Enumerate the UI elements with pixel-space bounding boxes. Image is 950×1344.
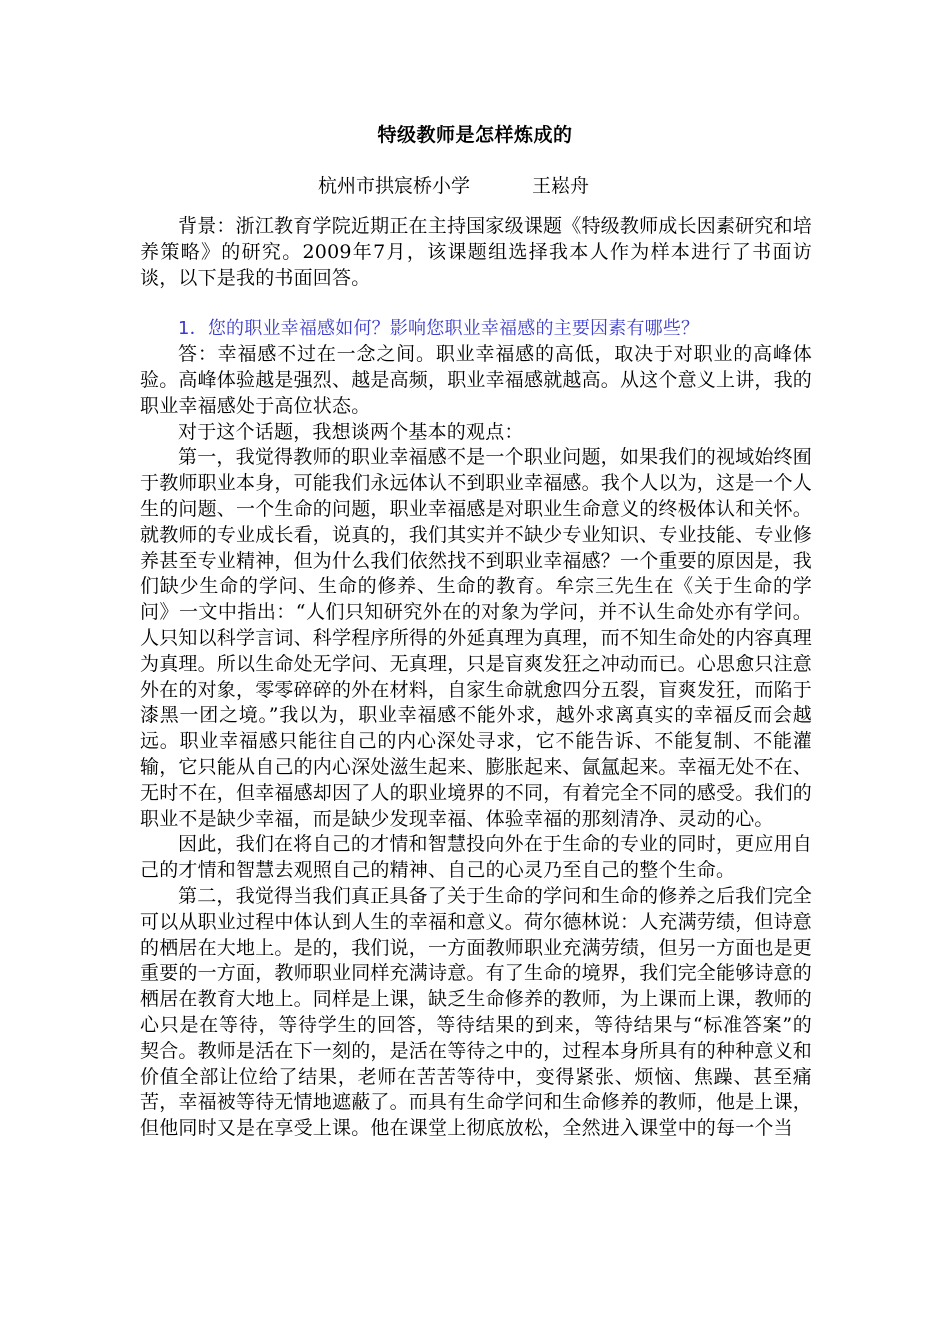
document-body — [140, 214, 812, 1142]
body-paragraph: 第二，我觉得当我们真正具备了关于生命的学问和生命的修养之后我们完全可以从职业过程中体认到人生的幸福和意义。荷尔德林说：人充满劳绩，但诗意的栖居在大地上。是的，我们说，一方面教师职业充满劳绩，但另一方面也是更重要的一方面，教师职业同样充满诗意。有了生命的境界，我们完全能够诗意的栖居在教育大地上。同样是上课，缺乏生命修养的教师，为上课而上课，教师的心只是在等待，等待学生的回答，等待结果的到来，等待结果与“标准答案”的契合。教师是活在下一刻的，是活在等待之中的，过程本身所具有的种种意义和价值全部让位给了结果，老师在苦苦等待中，变得紧张、烦恼、焦躁、甚至痛苦，幸福被等待无情地遮蔽了。而具有生命学问和生命修养的教师，他是上课，但他同时又是在享受上课。他在课堂上彻底放松，全然进入课堂中的每一个当 — [140, 884, 813, 1140]
answer-paragraph: 答：幸福感不过在一念之间。职业幸福感的高低，取决于对职业的高峰体验。高峰体验越是强烈、越是高频，职业幸福感就越高。从这个意义上讲，我的职业幸福感处于高位状态。 — [140, 343, 813, 417]
background-paragraph: 背景：浙江教育学院近期正在主持国家级课题《特级教师成长因素研究和培养策略》的研究。2009年7月，该课题组选择我本人作为样本进行了书面访谈，以下是我的书面回答。 — [140, 215, 812, 289]
body-paragraph: 对于这个话题，我想谈两个基本的观点： — [178, 420, 524, 443]
body-paragraph: 第一，我觉得教师的职业幸福感不是一个职业问题，如果我们的视域始终囿于教师职业本身，可能我们永远体认不到职业幸福感。我个人以为，这是一个人生的问题、一个生命的问题，职业幸福感是对职业生命意义的终极体认和关怀。就教师的专业成长看，说真的，我们其实并不缺少专业知识、专业技能、专业修养甚至专业精神，但为什么我们依然找不到职业幸福感？一个重要的原因是，我们缺少生命的学问、生命的修养、生命的教育。牟宗三先生在《关于生命的学问》一文中指出：“人们只知研究外在的对象为学问，并不认生命处亦有学问。人只知以科学言词、科学程序所得的外延真理为真理，而不知生命处的内容真理为真理。所以生命处无学问、无真理，只是盲爽发狂之冲动而已。心思愈只注意外在的对象，零零碎碎的外在材料，自家生命就愈四分五裂，盲爽发狂，而陷于漆黑一团之境。”我以为，职业幸福感不能外求，越外求离真实的幸福反而会越远。职业幸福感只能往自己的内心深处寻求，它不能告诉、不能复制、不能灌输，它只能从自己的内心深处滋生起来、膨胀起来、氤氲起来。幸福无处不在、无时不在，但幸福感却因了人的职业境界的不同，有着完全不同的感受。我们的职业不是缺少幸福，而是缺少发现幸福、体验幸福的那刻清净、灵动的心。 — [140, 446, 813, 830]
document-title: 特级教师是怎样炼成的 — [377, 124, 573, 146]
byline-school: 杭州市拱宸桥小学 — [318, 175, 471, 197]
body-paragraph: 因此，我们在将自己的才情和智慧投向外在于生命的专业的同时，更应用自己的才情和智慧去观照自己的精神、自己的心灵乃至自己的整个生命。 — [140, 833, 812, 882]
question-heading: 1．您的职业幸福感如何？影响您职业幸福感的主要因素有哪些？ — [178, 318, 700, 340]
byline — [318, 172, 718, 200]
byline-author: 王崧舟 — [532, 175, 590, 197]
